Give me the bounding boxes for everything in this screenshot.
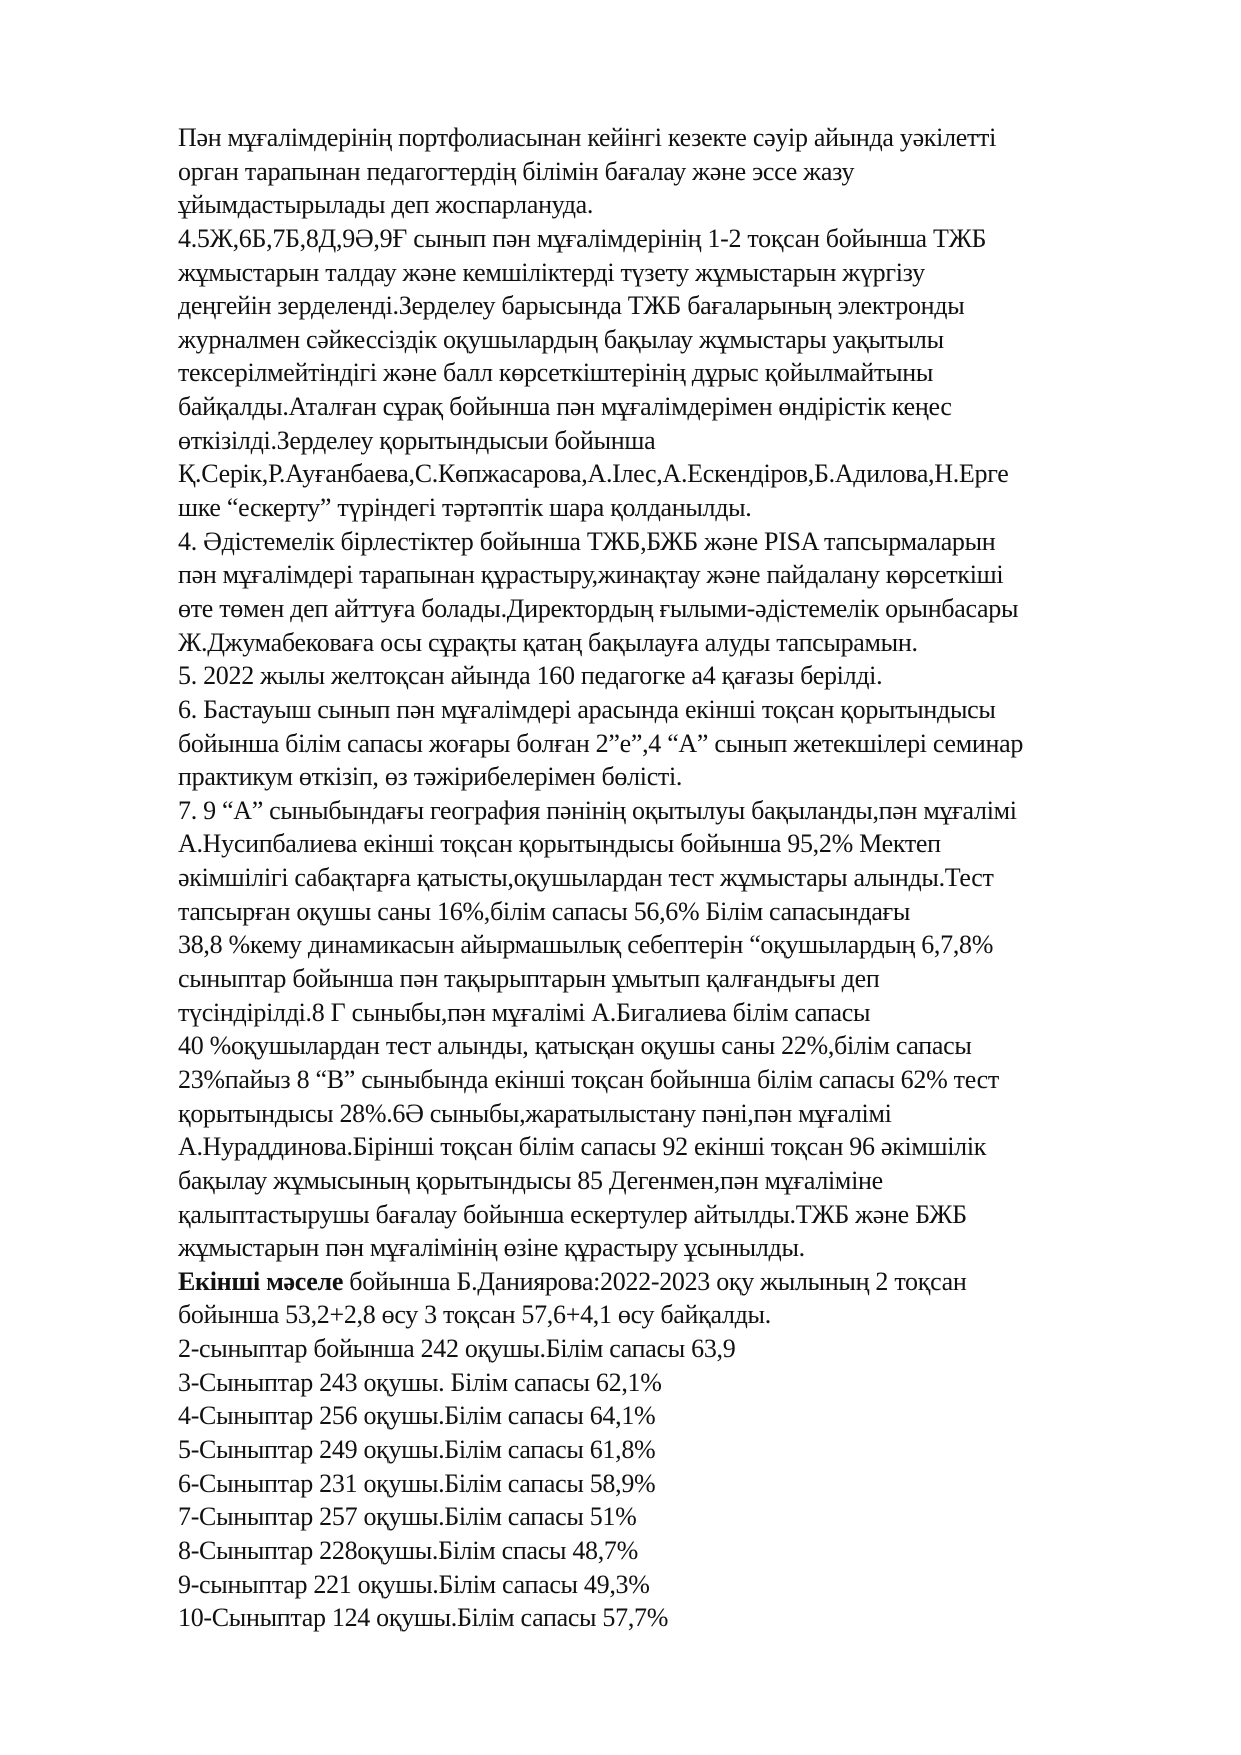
text-line: 7. 9 “А” сыныбындағы география пәнінің оқытылуы бақыланды,пән мұғалімі [178,795,1017,825]
second-issue-line: бойынша 53,2+2,8 өсу 3 тоқсан 57,6+4,1 өсу байқалды. [178,1300,771,1330]
class-stat-item: 5-Сыныптар 249 оқушы.Білім сапасы 61,8% [178,1434,656,1464]
class-stat-item: 9-сыныптар 221 оқушы.Білім сапасы 49,3% [178,1569,650,1599]
class-stat-item: 6-Сыныптар 231 оқушы.Білім сапасы 58,9% [178,1468,656,1498]
text-line: 38,8 %кему динамикасын айырмашылық себептерін “оқушылардың 6,7,8% [178,930,994,960]
text-line: қалыптастырушы бағалау бойынша ескертулер айтылды.ТЖБ және БЖБ [178,1199,967,1229]
text-line: өткізілді.Зерделеу қорытындысыи бойынша [178,425,656,455]
second-issue-line [178,1265,1188,1299]
class-stat-item: 10-Сыныптар 124 оқушы.Білім сапасы 57,7% [178,1603,669,1633]
text-line: байқалды.Аталған сұрақ бойынша пән мұғалімдерімен өндірістік кеңес [178,392,952,422]
text-line: шке “ескерту” түріндегі тәртәптік шара қолданылды. [178,493,752,523]
text-line: 23%пайыз 8 “В” сыныбында екінші тоқсан бойынша білім сапасы 62% тест [178,1064,999,1094]
text-line: бақылау жұмысының қорытындысы 85 Дегенмен,пән мұғаліміне [178,1165,883,1195]
text-line: ұйымдастырылады деп жоспарлануда. [178,190,594,220]
second-issue-heading: Екінші мәселе [178,1266,344,1296]
text-line: әкімшілігі сабақтарға қатысты,оқушылардан тест жұмыстары алынды.Тест [178,863,994,893]
text-line: Пән мұғалімдерінің портфолиасынан кейінгі кезекте сәуір айында уәкілетті [178,123,997,152]
class-stat-item: 4-Сыныптар 256 оқушы.Білім сапасы 64,1% [178,1401,656,1431]
class-stat-item: 2-сыныптар бойынша 242 оқушы.Білім сапасы 63,9 [178,1334,736,1364]
class-stat-item: 8-Сыныптар 228оқушы.Білім спасы 48,7% [178,1535,638,1565]
text-line: Қ.Серік,Р.Ауғанбаева,С.Көпжасарова,А.Ілес,А.Ескендіров,Б.Адилова,Н.Ерге [178,459,1009,489]
text-line: тексерілмейтіндігі және балл көрсеткіштерінің дұрыс қойылмайтыны [178,358,934,388]
text-line: журналмен сәйкессіздік оқушылардың бақылау жұмыстары уақытылы [178,324,944,354]
text-line: Ж.Джумабековаға осы сұрақты қатаң бақылауға алуды тапсырамын. [178,627,918,657]
document-body [178,121,1188,1635]
text-line: тапсырған оқушы саны 16%,білім сапасы 56,6% Білім сапасындағы [178,896,911,926]
class-stat-item: 7-Сыныптар 257 оқушы.Білім сапасы 51% [178,1502,637,1532]
text-line: А.Нураддинова.Бірінші тоқсан білім сапасы 92 екінші тоқсан 96 әкімшілік [178,1132,987,1162]
second-issue-text: бойынша Б.Даниярова:2022-2023 оқу жылының 2 тоқсан [343,1266,967,1296]
text-line: 4. Әдістемелік бірлестіктер бойынша ТЖБ,БЖБ және PISA тапсырмаларын [178,526,996,556]
text-line: өте төмен деп айттуға болады.Директордың ғылыми-әдістемелік орынбасары [178,593,1019,623]
text-line: жұмыстарын талдау және кемшіліктерді түзету жұмыстарын жүргізу [178,257,925,287]
text-line: сыныптар бойынша пән тақырыптарын ұмытып қалғандығы деп [178,964,880,994]
text-line: орган тарапынан педагогтердің білімін бағалау және эссе жазу [178,156,855,186]
text-line: А.Нусипбалиева екінші тоқсан қорытындысы бойынша 95,2% Мектеп [178,829,941,859]
text-line: түсіндірілді.8 Г сыныбы,пән мұғалімі А.Бигалиева білім сапасы [178,997,871,1027]
text-line: 40 %оқушылардан тест алынды, қатысқан оқушы саны 22%,білім сапасы [178,1031,972,1061]
text-line: бойынша білім сапасы жоғары болған 2”е”,4 “А” сынып жетекшілері семинар [178,728,1024,758]
class-stat-item: 3-Сыныптар 243 оқушы. Білім сапасы 62,1% [178,1367,662,1397]
text-line: пән мұғалімдері тарапынан құрастыру,жинақтау және пайдалану көрсеткіші [178,560,1004,590]
text-line: 6. Бастауыш сынып пән мұғалімдері арасында екінші тоқсан қорытындысы [178,694,996,724]
text-line: 5. 2022 жылы желтоқсан айында 160 педагогке а4 қағазы берілді. [178,661,883,691]
text-line: қорытындысы 28%.6Ә сыныбы,жаратылыстану пәні,пән мұғалімі [178,1098,892,1128]
text-line: жұмыстарын пән мұғалімінің өзіне құрастыру ұсынылды. [178,1233,805,1263]
text-line: деңгейін зерделенді.Зерделеу барысында ТЖБ бағаларының электронды [178,291,965,321]
text-line: практикум өткізіп, өз тәжірибелерімен бөлісті. [178,762,683,792]
text-line: 4.5Ж,6Б,7Б,8Д,9Ә,9Ғ сынып пән мұғалімдерінің 1-2 тоқсан бойынша ТЖБ [178,223,987,253]
